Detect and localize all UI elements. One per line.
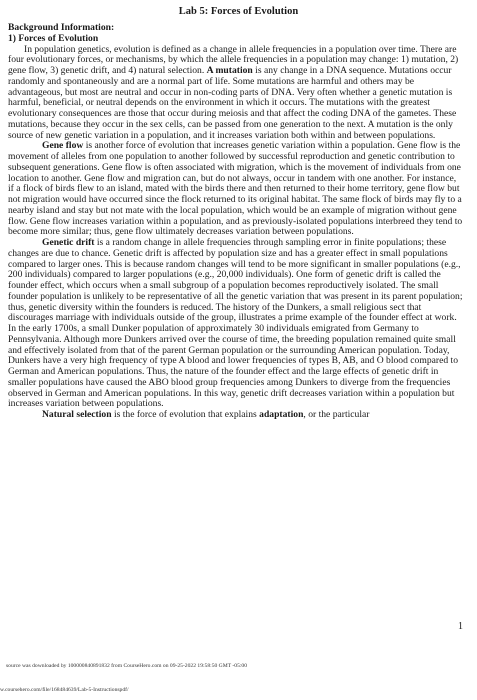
paragraph-text: is another force of evolution that increases genetic variation within a population. Gene flow is the movement of alleles from one population to another followed by successful reproduction and genetic contribution to subsequent generations. Gene flow is often associated with migration, which is the movement of individuals from one location to another. Gene flow and migration can, but do not always, occur in tandem with one another. For instance, if a flock of birds flew to an island, mated with the birds there and then returned to their home territory, gene flow but not migration would have occurred since the flock returned to its original habitat. The same flock of birds may fly to a nearby island and stay but not mate with the local population, which would be an example of migration without gene flow. Gene flow increases variation within a population, and as previously-isolated populations interbreed they tend to become more similar; thus, gene flow ultimately decreases variation between populations. xyxy=(8,140,463,238)
paragraph-text: , or the particular xyxy=(303,409,370,420)
paragraph-text: is a random change in allele frequencies through sampling error in finite populations; these changes are due to chance. Genetic drift is affected by population size and has a greater effect in small populations compared to larger ones. This is because random changes will tend to be more significant in smaller populations (e.g., 200 individuals) compared to larger populations (e.g., 20,000 individuals). One form of genetic drift is called the founder effect, which occurs when a small subgroup of a population becomes reproductively isolated. The small founder population is unlikely to be representative of all the genetic variation that was present in its parent population; thus, genetic diversity within the founders is reduced. The history of the Dunkers, a small religious sect that discourages marriage with individuals outside of the group, illustrates a prime example of the founder effect at work. In the early 1700s, a small Dunker population of approximately 30 individuals emigrated from Germany to Pennsylvania. Although more Dunkers arrived over the course of time, the breeding population remained quite small and effectively isolated from that of the parent German population or the surrounding American population. Today, Dunkers have a very high frequency of type A blood and lower frequencies of types B, AB, and O blood compared to German and American populations. Thus, the nature of the founder effect and the large effects of genetic drift in smaller populations have caused the ABO blood group frequencies among Dunkers to diverge from the frequencies observed in German and American populations. In this way, genetic drift decreases variation within a population but increases variation between populations. xyxy=(8,237,463,410)
subsection-heading: 1) Forces of Evolution xyxy=(8,32,99,44)
term-genetic-drift: Genetic drift xyxy=(42,237,95,248)
source-url-footer[interactable]: w.coursehero.com/file/168484639/Lab-5-Instructionspdf/ xyxy=(0,687,129,693)
term-gene-flow: Gene flow xyxy=(42,140,84,152)
term-mutation: A mutation xyxy=(206,65,253,76)
document-title: Lab 5: Forces of Evolution xyxy=(178,6,299,17)
document-body xyxy=(8,23,464,421)
page-number: 1 xyxy=(458,621,463,632)
paragraph-text: is any change in a DNA sequence. Mutations occur randomly and spontaneously and are a normal part of life. Some mutations are harmful and others may be advantageous, but most are neutral and occur in non-coding parts of DNA. Very often whether a genetic mutation is harmful, beneficial, or neutral depends on the environment in which it occurs. The mutations with the greatest evolutionary consequences are those that occur during meiosis and that affect the coding DNA of the gametes. These mutations, because they occur in the sex cells, can be passed from one generation to the next. A mutation is the only source of new genetic variation in a population, and it increases variation both within and between populations. xyxy=(8,65,457,141)
paragraph-text: is the force of evolution that explains xyxy=(111,409,260,420)
paragraph-natural-selection xyxy=(8,410,464,421)
term-adaptation: adaptation xyxy=(259,409,304,420)
paragraph-gene-flow xyxy=(8,141,464,238)
download-source-footer: source was downloaded by 100000840891832 from CourseHero.com on 09-25-2022 19:58:50 GMT -05:00 xyxy=(6,663,248,669)
term-natural-selection: Natural selection xyxy=(42,409,112,420)
paragraph-mutation xyxy=(8,45,464,142)
paragraph-genetic-drift xyxy=(8,238,464,410)
paragraph-text: In population genetics, evolution is defined as a change in allele frequencies in a population over time. There are four evolutionary forces, or mechanisms, by which the allele frequencies in a population may change: 1) mutation, 2) gene flow, 3) genetic drift, and 4) natural selection. xyxy=(8,43,459,76)
section-heading: Background Information: xyxy=(8,22,115,33)
